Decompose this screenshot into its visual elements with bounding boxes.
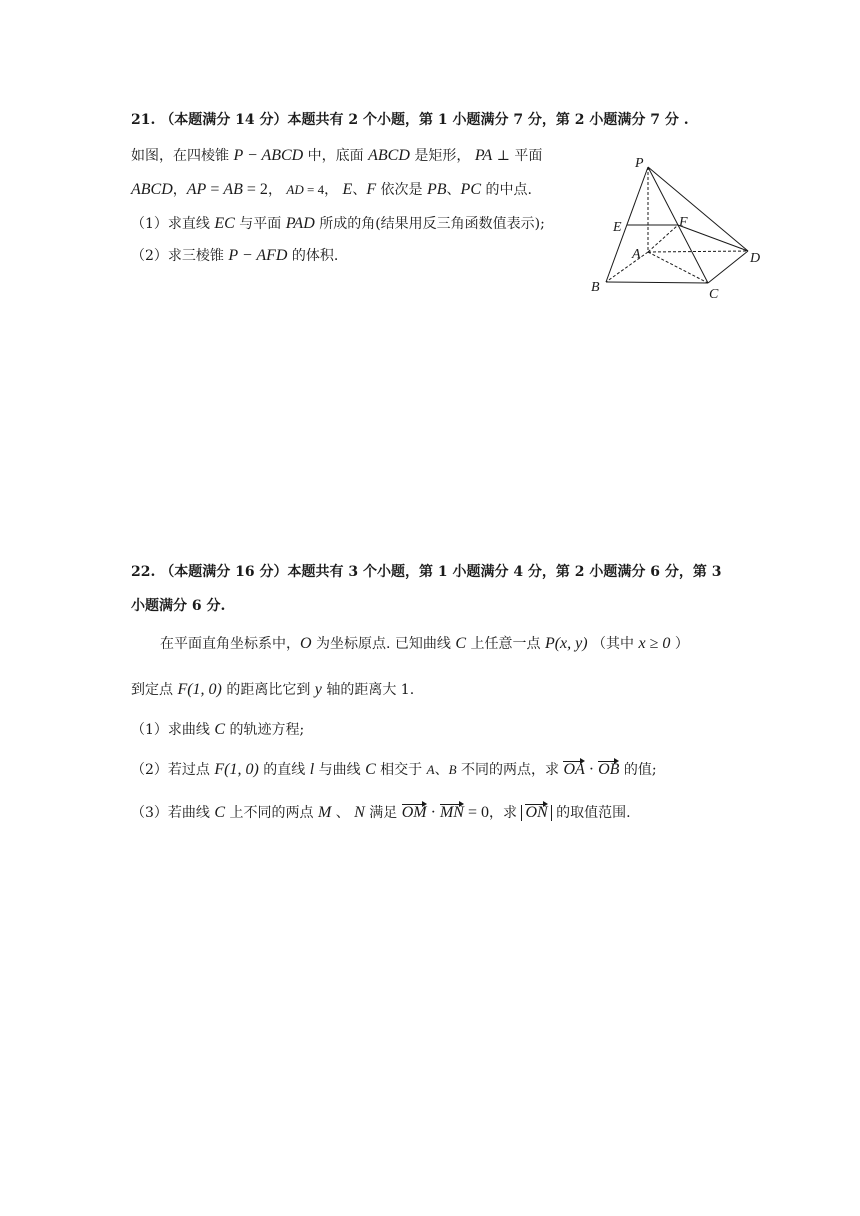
text: 的距离比它到 [221, 682, 315, 698]
text: 的中点. [481, 182, 532, 198]
text: 、 [446, 182, 461, 198]
math: ABCD [368, 147, 410, 164]
text: 的直线 [258, 762, 310, 778]
vector-om: OM [401, 804, 427, 821]
edge-cd [708, 251, 748, 283]
edge-bc [606, 282, 708, 283]
math: N [354, 804, 365, 821]
text: ， [172, 182, 187, 198]
math: = [206, 181, 224, 198]
math: l [309, 761, 315, 778]
text: 、 [434, 762, 449, 778]
math: = 2 [242, 181, 268, 198]
text: 到定点 [131, 682, 178, 698]
vector-ob: OB [598, 761, 620, 778]
math: AD [286, 182, 304, 197]
text: 、 [352, 182, 367, 198]
math: F(1, 0) [214, 761, 259, 778]
math: C [365, 761, 376, 778]
math: C [214, 721, 226, 738]
text: 不同的两点，求 [456, 762, 564, 778]
q22-sub-1 [131, 720, 304, 740]
math: C [214, 804, 226, 821]
text: ， [267, 182, 287, 198]
q22-header-text-2: 小题满分 6 分. [131, 598, 226, 614]
math: P(x, y) [544, 635, 588, 652]
q22-sub-3 [131, 803, 631, 823]
text: 如图，在四棱锥 [131, 148, 234, 164]
text: （1）求曲线 [131, 722, 215, 738]
q21-header-text: （本题满分 14 分）本题共有 2 个小题，第 1 小题满分 7 分，第 2 小题满分 7 分 . [160, 112, 689, 128]
text: ） [670, 636, 689, 652]
edge-af [648, 225, 678, 252]
math: AP [186, 181, 207, 198]
text: 为坐标原点. 已知曲线 [311, 636, 456, 652]
math: ABCD [131, 181, 173, 198]
text: ，求 [489, 805, 522, 821]
math: O [300, 635, 312, 652]
vector-mn: MN [439, 804, 464, 821]
q21-line-1 [131, 146, 542, 166]
q21-sub-1 [131, 214, 545, 234]
math: · [584, 761, 599, 778]
math: P − AFD [228, 247, 288, 264]
text: 中，底面 [303, 148, 369, 164]
q22-header-line-2 [131, 596, 225, 616]
text: （其中 [587, 636, 639, 652]
pyramid-figure [580, 150, 780, 305]
text: 的取值范围. [551, 805, 631, 821]
text: （2）求三棱锥 [131, 248, 229, 264]
text: 依次是 [376, 182, 427, 198]
math: F [366, 181, 377, 198]
math: = 0 [463, 804, 489, 821]
text: ， [324, 182, 343, 198]
text: （2）若过点 [131, 762, 215, 778]
label-c: C [709, 287, 719, 302]
text: 与曲线 [314, 762, 366, 778]
text: 的值; [619, 762, 657, 778]
math: F(1, 0) [177, 681, 222, 698]
text: 上任意一点 [466, 636, 545, 652]
text: 是矩形， [409, 148, 475, 164]
math: EC [214, 215, 235, 232]
q21-header [131, 110, 689, 130]
text: 的轨迹方程; [225, 722, 305, 738]
math: P − ABCD [233, 147, 304, 164]
q22-para-1 [160, 634, 689, 654]
text: ⊥ 平面 [492, 148, 543, 164]
math: C [455, 635, 467, 652]
q21-line-2 [131, 180, 532, 200]
edge-ac [648, 252, 708, 283]
math: E [342, 181, 353, 198]
math: PC [460, 181, 481, 198]
label-p: P [635, 156, 644, 171]
math: PAD [285, 215, 315, 232]
edge-ab [606, 252, 648, 282]
text: 在平面直角坐标系中， [160, 636, 300, 652]
math: = 4 [303, 182, 325, 197]
text: （3）若曲线 [131, 805, 215, 821]
label-f: F [679, 215, 688, 230]
text: 相交于 [375, 762, 427, 778]
q22-header-line-1 [131, 562, 722, 582]
math: AB [223, 181, 243, 198]
math: · [426, 804, 440, 821]
q22-header-text: （本题满分 16 分）本题共有 3 个小题，第 1 小题满分 4 分，第 2 小题满分 6 分，第 3 [160, 564, 722, 580]
math: B [448, 762, 457, 777]
q21-sub-2 [131, 246, 338, 266]
label-d: D [750, 251, 761, 266]
label-e: E [613, 220, 622, 235]
text: 与平面 [234, 216, 286, 232]
vector-oa: OA [563, 761, 585, 778]
text: 上不同的两点 [225, 805, 318, 821]
edge-fd [678, 225, 748, 251]
math: M [317, 804, 332, 821]
math: PB [427, 181, 447, 198]
text: 轴的距离大 1. [321, 682, 415, 698]
math: A [426, 762, 435, 777]
vector-on: ON [525, 804, 548, 821]
text: 的体积. [287, 248, 339, 264]
q21-number: 21. [131, 112, 156, 128]
text: 所成的角(结果用反三角函数值表示); [314, 216, 545, 232]
q22-sub-2 [131, 760, 657, 780]
label-b: B [591, 280, 600, 295]
math: y [314, 681, 322, 698]
edge-ad [648, 251, 748, 252]
text: 、 [331, 805, 355, 821]
text: 满足 [364, 805, 402, 821]
text: （1）求直线 [131, 216, 215, 232]
q22-number: 22. [131, 564, 156, 580]
q22-para-2 [131, 680, 414, 700]
math: PA [474, 147, 493, 164]
math: x ≥ 0 [638, 635, 671, 652]
label-a: A [632, 247, 641, 262]
abs-on [521, 805, 551, 821]
